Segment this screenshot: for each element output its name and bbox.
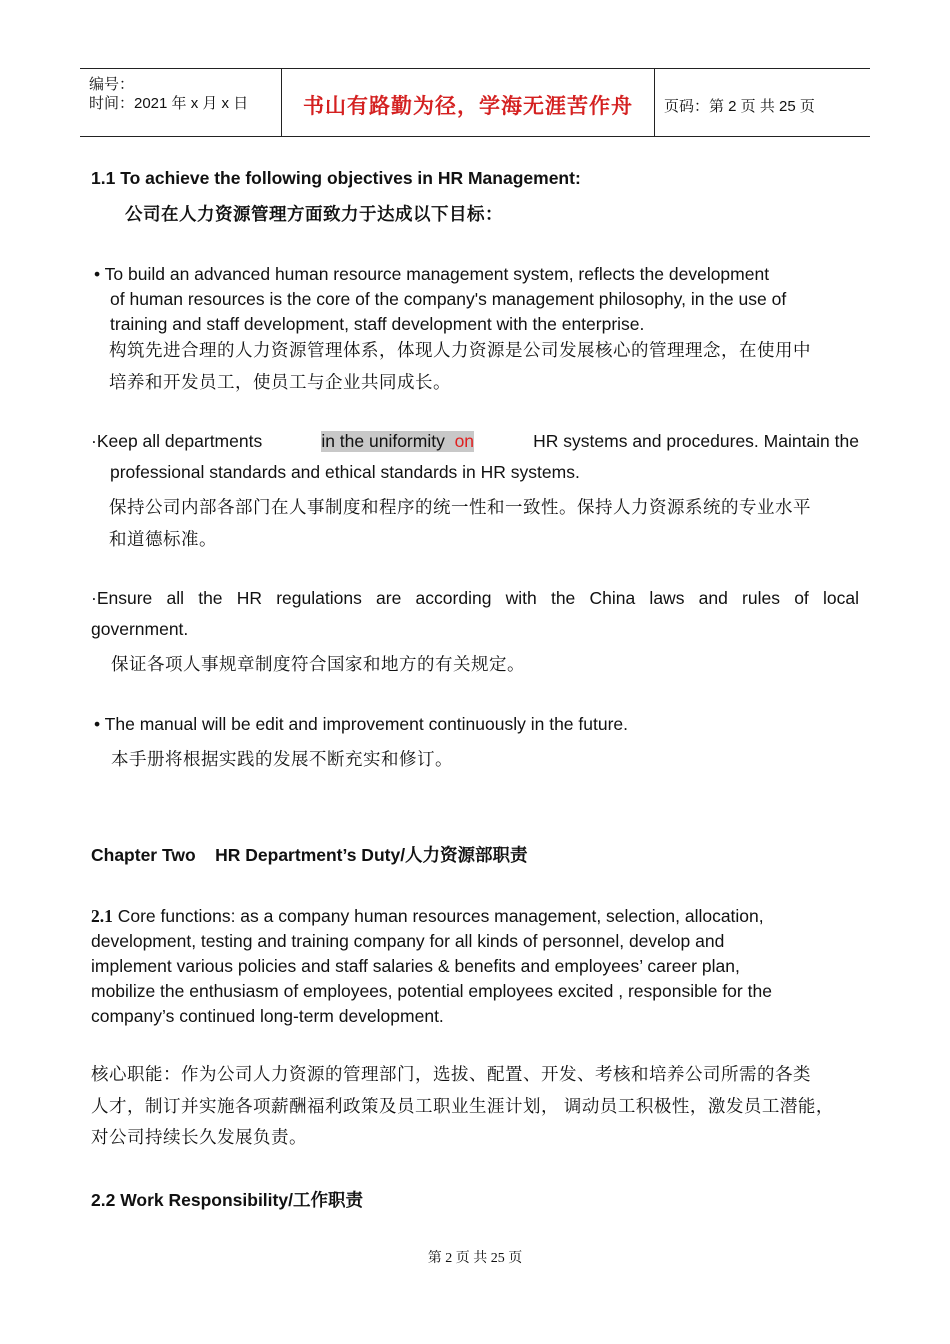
objective-2-text-post: HR systems and procedures. Maintain the xyxy=(533,431,859,451)
section-2-2-title: 2.2 Work Responsibility/工作职责 xyxy=(91,1190,363,1210)
header-page-cell xyxy=(655,69,870,136)
objective-2-text-pre: ·Keep all departments xyxy=(91,431,263,451)
section-2-1-zh-line-2: 人才，制订并实施各项薪酬福利政策及员工职业生涯计划， 调动员工积极性，激发员工潜能， xyxy=(91,1096,834,1116)
objective-1-line-1: • To build an advanced human resource management system, reflects the development xyxy=(94,264,770,284)
objective-2-line-2: professional standards and ethical standards in HR systems. xyxy=(110,462,580,482)
section-2-1-number: 2.1 xyxy=(91,906,113,926)
page-header xyxy=(80,68,870,137)
objective-2-highlight-text: in the uniformity xyxy=(321,431,445,451)
page-footer: 第 2 页 共 25 页 xyxy=(427,1251,523,1266)
section-2-1-line-4: mobilize the enthusiasm of employees, potential employees excited , responsible for the xyxy=(91,981,772,1001)
objective-1-zh-line-2: 培养和开发员工，使员工与企业共同成长。 xyxy=(109,372,451,392)
section-2-1-line-1-text: Core functions: as a company human resources management, selection, allocation, xyxy=(112,906,764,926)
header-motto-cell xyxy=(282,69,655,136)
objective-2-zh-line-1: 保持公司内部各部门在人事制度和程序的统一性和一致性。保持人力资源系统的专业水平 xyxy=(109,497,811,517)
objective-1-line-2: of human resources is the core of the company's management philosophy, in the use of xyxy=(110,289,787,309)
objective-2-zh-line-2: 和道德标准。 xyxy=(109,529,217,549)
section-2-1-zh-line-3: 对公司持续长久发展负责。 xyxy=(91,1127,307,1147)
header-info-cell xyxy=(80,69,282,136)
section-2-1-line-5: company’s continued long-term development. xyxy=(91,1006,444,1026)
objective-1-line-3: training and staff development, staff development with the enterprise. xyxy=(110,314,645,334)
objective-3-line-2: government. xyxy=(91,619,189,639)
chapter-two-title: Chapter Two HR Department’s Duty/人力资源部职责 xyxy=(91,845,528,865)
objective-3-line-1: ·Ensure all the HR regulations are according with the China laws and rules of local xyxy=(91,588,859,608)
header-page-label: 页码：第 2 页 共 25 页 xyxy=(664,98,815,115)
objective-2-line-1 xyxy=(91,431,859,452)
doc-code-label: 编号： xyxy=(89,76,135,93)
section-2-1-line-1 xyxy=(91,906,764,927)
section-2-1-line-3: implement various policies and staff salaries & benefits and employees’ career plan, xyxy=(91,956,740,976)
section-1-1-title-zh: 公司在人力资源管理方面致力于达成以下目标： xyxy=(125,204,503,224)
objective-3-zh-line-1: 保证各项人事规章制度符合国家和地方的有关规定。 xyxy=(111,654,525,674)
section-2-1-line-2: development, testing and training company for all kinds of personnel, develop and xyxy=(91,931,725,951)
objective-2-highlight xyxy=(321,431,474,452)
header-motto: 书山有路勤为径，学海无涯苦作舟 xyxy=(303,94,633,118)
objective-4-line-1: • The manual will be edit and improvement continuously in the future. xyxy=(94,714,629,734)
section-2-1-zh-line-1: 核心职能：作为公司人力资源的管理部门，选拔、配置、开发、考核和培养公司所需的各类 xyxy=(91,1064,811,1084)
doc-date-label: 时间：2021 年 x 月 x 日 xyxy=(89,95,249,112)
objective-1-zh-line-1: 构筑先进合理的人力资源管理体系，体现人力资源是公司发展核心的管理理念，在使用中 xyxy=(109,340,811,360)
objective-2-red-word: on xyxy=(454,431,475,451)
objective-4-zh-line-1: 本手册将根据实践的发展不断充实和修订。 xyxy=(111,749,453,769)
section-1-1-title: 1.1 To achieve the following objectives in HR Management: xyxy=(91,168,581,188)
